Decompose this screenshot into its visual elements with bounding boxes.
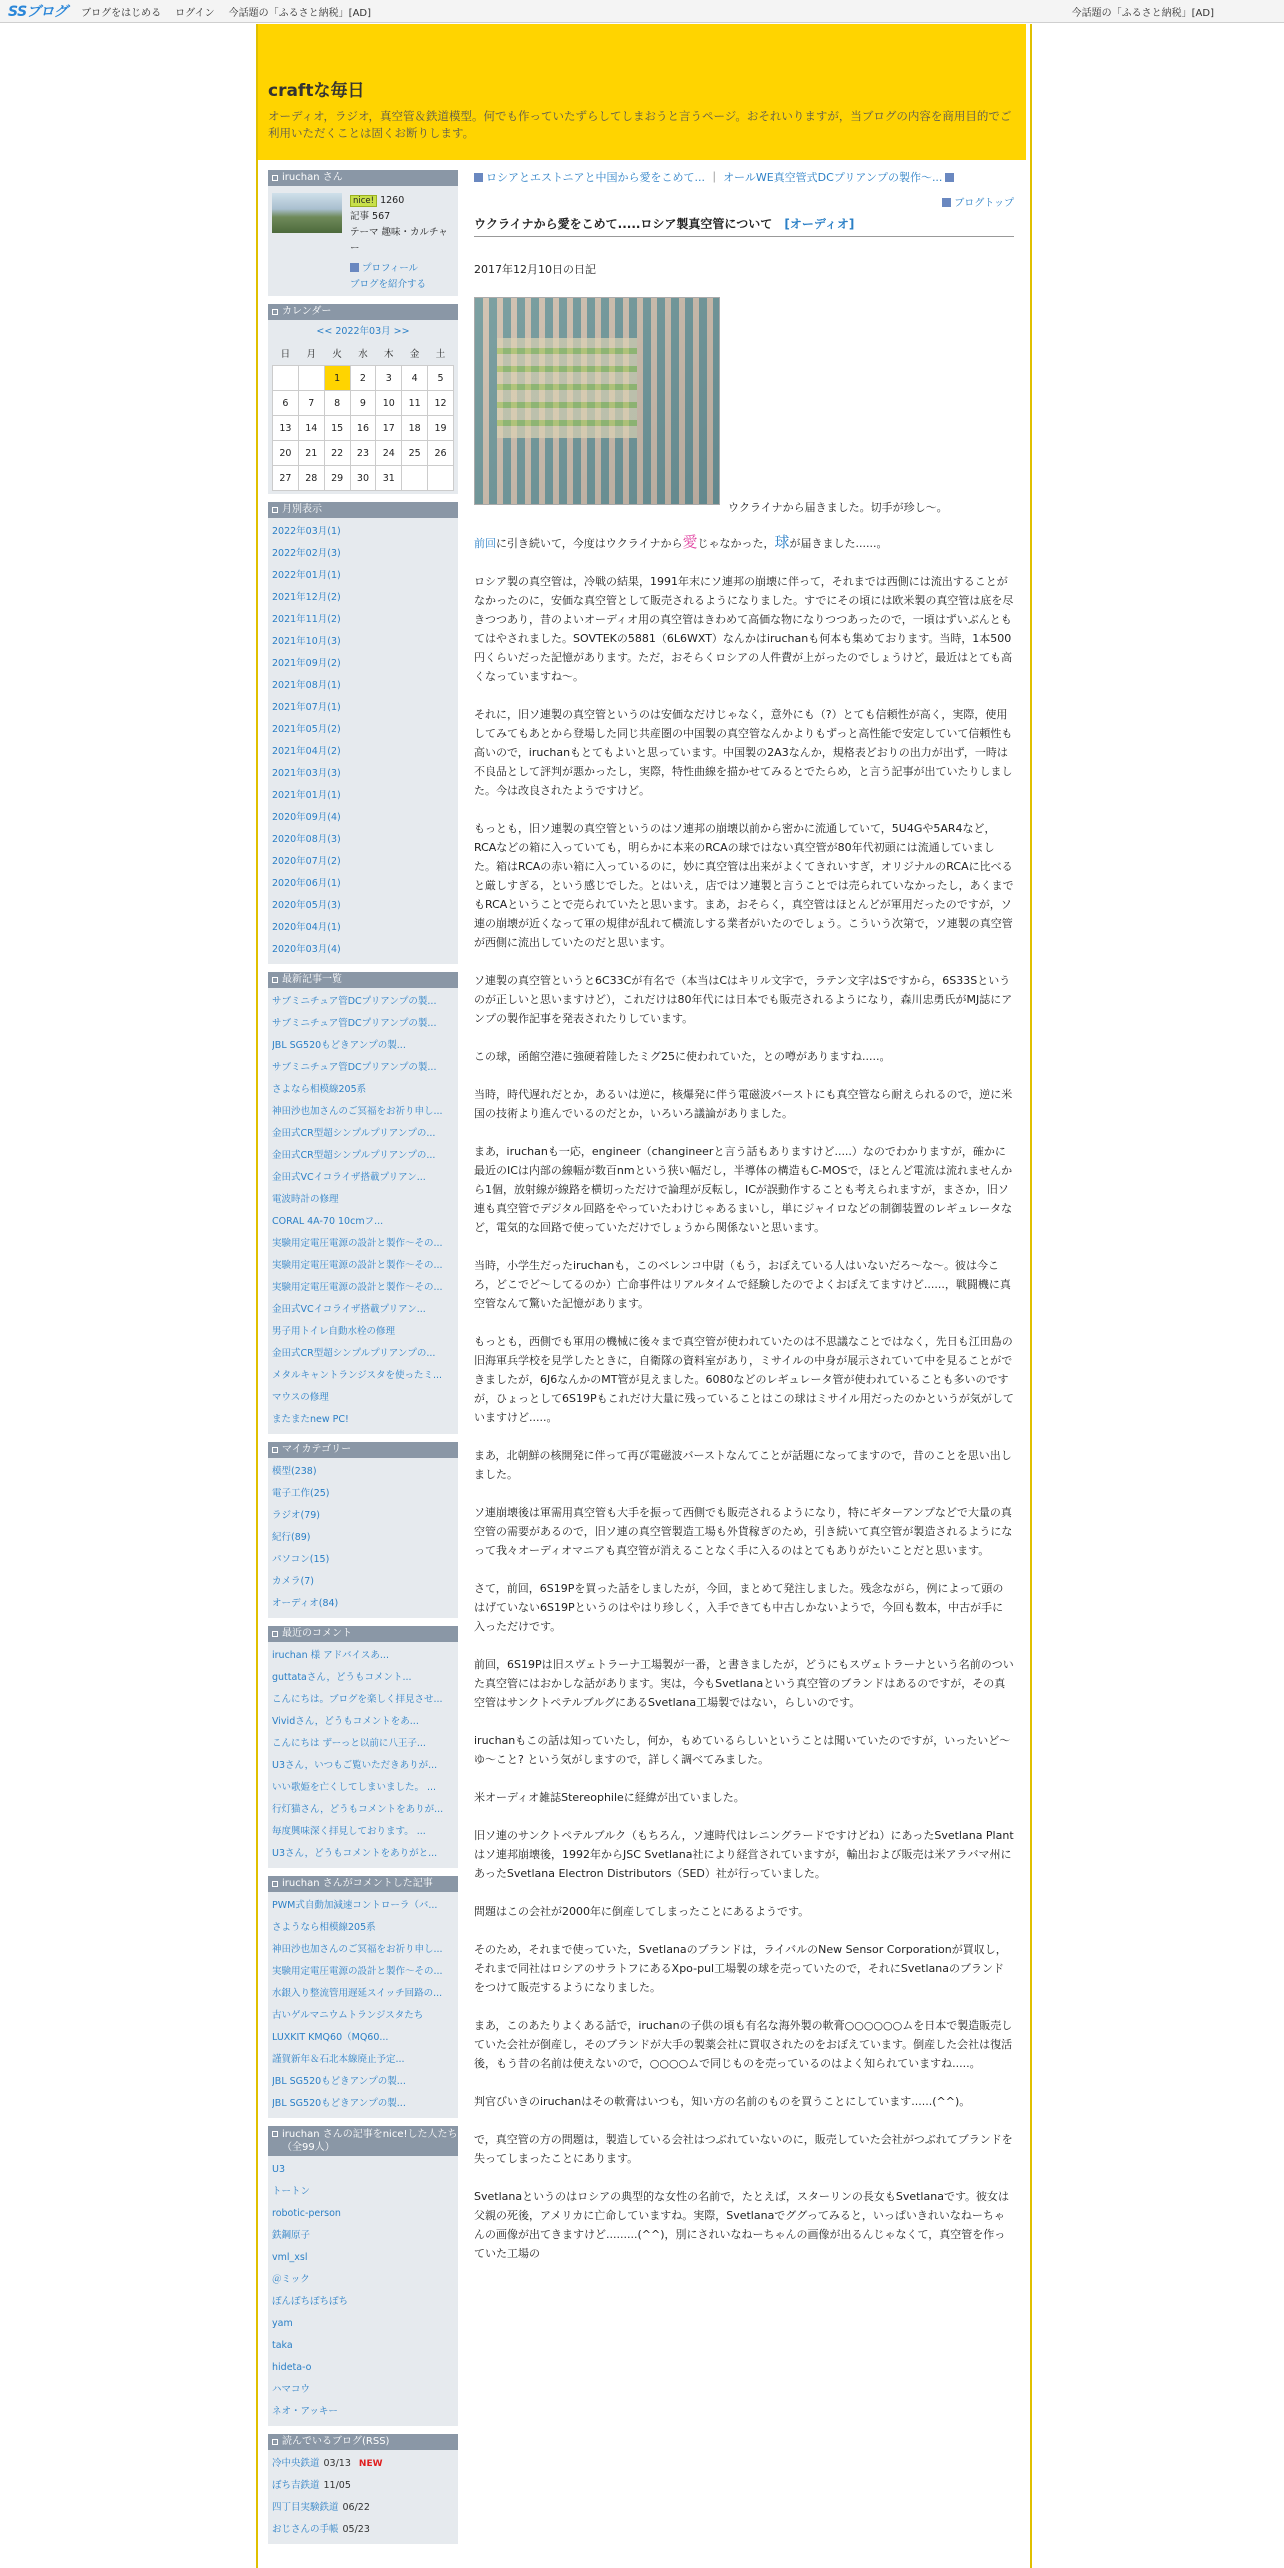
list-item xyxy=(272,609,454,631)
post-date: 2017年12月10日の日記 xyxy=(474,263,596,276)
list-item xyxy=(272,1343,454,1365)
recent-post-link[interactable]: 金田式CR型超シンプルプリアンプの... xyxy=(272,1348,436,1359)
nicer-link[interactable]: robotic-person xyxy=(272,2208,341,2219)
month-link[interactable]: 2020年05月(3) xyxy=(272,900,341,911)
paragraph: iruchanもこの話は知っていたし，何か，もめているらしいということは聞いていたのですが，いったいど～ゆ～こと? という気がしますので，詳しく調べてみました。 xyxy=(474,1734,1011,1766)
list-item xyxy=(272,873,454,895)
paragraph: まあ，iruchanも一応，engineer（changineerと言う話もありますけど.....）なのでわかりますが，確かに最近のICは内部の線幅が数百nmという狭い幅だし，半導体の構造もC-MOSで，ほとんど電流は流れませんから1個，放射線が線路を横切っただけで論理が反転し，ICが誤動作することも考えられますが，まさか，旧ソ連も真空管でデジタル回路をやっていたわけじゃあるまいし，単にジャイロなどの制御装置のレギュレータなど，電気的な回路で使っていただけでしょうから関係ないと思います。 xyxy=(474,1145,1013,1234)
article-count: 記事 567 xyxy=(350,211,391,222)
recent-post-link[interactable]: サブミニチュア管DCプリアンプの製... xyxy=(272,1018,437,1029)
list-item xyxy=(272,1733,454,1755)
list-item xyxy=(272,697,454,719)
comment-link[interactable]: guttataさん，どうもコメント... xyxy=(272,1672,412,1683)
commented-post-link[interactable]: 実験用定電圧電源の設計と製作～その... xyxy=(272,1966,443,1977)
list-item xyxy=(272,1123,454,1145)
furusato-ad-link-right[interactable]: 今話題の「ふるさと納税」[AD] xyxy=(1071,7,1214,19)
list-item xyxy=(272,2313,454,2335)
month-link[interactable]: 2021年08月(1) xyxy=(272,680,341,691)
list-item xyxy=(272,2225,454,2247)
month-link[interactable]: 2020年06月(1) xyxy=(272,878,341,889)
weekday-1: 月 xyxy=(306,349,317,360)
list-item xyxy=(272,1057,454,1079)
list-item xyxy=(272,2497,454,2519)
list-item xyxy=(272,1799,454,1821)
list-item xyxy=(272,1079,454,1101)
recent-post-link[interactable]: サブミニチュア管DCプリアンプの製... xyxy=(272,996,437,1007)
list-item xyxy=(272,1409,454,1431)
calendar-day[interactable]: 18 xyxy=(402,416,428,441)
next-post-link[interactable]: オールWE真空管式DCプリアンプの製作～... xyxy=(723,171,943,184)
nicers-list xyxy=(272,2159,454,2423)
calendar xyxy=(268,320,458,494)
category-list xyxy=(272,1461,454,1615)
recent-post-link[interactable]: マウスの修理 xyxy=(272,1392,329,1403)
recent-post-link[interactable]: さよなら相模線205系 xyxy=(272,1084,367,1095)
calendar-day[interactable]: 23 xyxy=(350,441,376,466)
date: 05/23 xyxy=(342,2524,370,2535)
month-link[interactable]: 2021年11月(2) xyxy=(272,614,341,625)
paragraph: 問題はこの会社が2000年に倒産してしまったことにあるようです。 xyxy=(474,1905,810,1918)
month-link[interactable]: 2022年03月(1) xyxy=(272,526,341,537)
nicer-link[interactable]: ＠ミック xyxy=(272,2274,310,2285)
sidebar xyxy=(268,170,458,2544)
date: 06/22 xyxy=(342,2502,370,2513)
calendar-day[interactable]: 30 xyxy=(350,466,376,491)
recent-post-link[interactable]: JBL SG520もどきアンプの製... xyxy=(272,1040,406,1051)
main-content xyxy=(474,170,1014,2282)
list-item xyxy=(272,1821,454,1843)
comment-link[interactable]: Vividさん，どうもコメントをあ... xyxy=(272,1716,419,1727)
comments-head: 最近のコメント xyxy=(268,1626,458,1642)
list-item xyxy=(272,2401,454,2423)
rss-blog-link[interactable]: 冷中央鉄道 xyxy=(272,2458,320,2469)
recent-post-link[interactable]: 男子用トイレ自動水栓の修理 xyxy=(272,1326,396,1337)
calendar-day xyxy=(273,366,299,391)
reading-list xyxy=(272,2453,454,2541)
date: 11/05 xyxy=(323,2480,351,2491)
list-item xyxy=(272,991,454,1013)
month-link[interactable]: 2021年05月(2) xyxy=(272,724,341,735)
list-item xyxy=(272,1365,454,1387)
list-item xyxy=(272,807,454,829)
list-item xyxy=(272,1571,454,1593)
list-item xyxy=(272,653,454,675)
paragraph: 当時，小学生だったiruchanも，このベレンコ中尉（もう，おぼえている人はいないだろ～な～。彼は今ころ，どこでど～してるのか）亡命事件はリアルタイムで経験したのでよくおぼえてますけど......，戦闘機に真空管なんて驚いた記憶があります。 xyxy=(474,1259,1011,1310)
list-item xyxy=(272,2453,454,2475)
reading-head: 読んでいるブログ(RSS) xyxy=(268,2434,458,2450)
recent-post-link[interactable]: 金田式CR型超シンプルプリアンプの... xyxy=(272,1128,436,1139)
post-nav xyxy=(474,170,1014,186)
list-item xyxy=(272,1387,454,1409)
list-item xyxy=(272,1843,454,1865)
calendar-day[interactable]: 29 xyxy=(324,466,350,491)
comment-link[interactable]: iruchan 様 アドバイスあ... xyxy=(272,1650,389,1661)
calendar-day xyxy=(298,366,324,391)
month-link[interactable]: 2021年04月(2) xyxy=(272,746,341,757)
monthly-list xyxy=(272,521,454,961)
nice-count: 1260 xyxy=(380,195,405,206)
calendar-day[interactable]: 1 xyxy=(324,366,350,391)
nav-separator: ｜ xyxy=(708,171,720,184)
weekday-3: 水 xyxy=(358,349,368,360)
commented-post-link[interactable]: 謹賀新年＆石北本線廃止予定... xyxy=(272,2054,405,2065)
month-link[interactable]: 2021年12月(2) xyxy=(272,592,341,603)
list-item xyxy=(272,1645,454,1667)
calendar-day[interactable]: 9 xyxy=(350,391,376,416)
category-head: マイカテゴリー xyxy=(268,1442,458,1458)
paragraph: それに，旧ソ連製の真空管というのは安価なだけじゃなく，意外にも（?）とても信頼性が高く，実際，使用してみてもあとから登場した同じ共産圏の中国製の真空管なんかよりもずっと高性能で安定していて信頼性も高いので，iruchanもとてもよいと思っています。中国製の2A3なんか，規格表どおりの出力が出ず，一時は不良品として評判が悪かったし，実際，特性曲線を描かせてみるとでたらめ，と言う記事が出ていたりしました。今は改良されたようですけど。 xyxy=(474,708,1013,797)
calendar-day[interactable]: 13 xyxy=(273,416,299,441)
comment-link[interactable]: 行灯猫さん，どうもコメントをありが... xyxy=(272,1804,444,1815)
paragraph: 当時，時代遅れだとか，あるいは逆に，核爆発に伴う電磁波バーストにも真空管なら耐えられるので，逆に米国の技術より進んでいるのだとか，いろいろ議論がありました。 xyxy=(474,1088,1013,1120)
theme: テーマ 趣味・カルチャー xyxy=(350,227,448,254)
commented-post-link[interactable]: LUXKIT KMQ60（MQ60... xyxy=(272,2032,389,2043)
calendar-day[interactable]: 26 xyxy=(428,441,454,466)
weekday-6: 土 xyxy=(435,349,446,360)
month-link[interactable]: 2020年08月(3) xyxy=(272,834,341,845)
comment-link[interactable]: こんにちは ずーっと以前に八王子... xyxy=(272,1738,426,1749)
list-item xyxy=(272,543,454,565)
calendar-day[interactable]: 31 xyxy=(376,466,402,491)
list-item xyxy=(272,895,454,917)
recent-post-link[interactable]: 金田式CR型超シンプルプリアンプの... xyxy=(272,1150,436,1161)
recent-post-link[interactable]: 電波時計の修理 xyxy=(272,1194,339,1205)
post-title-text[interactable]: ウクライナから愛をこめて.....ロシア製真空管について xyxy=(474,217,773,231)
intro-paragraph: 前回に引き続いて，今度はウクライナから愛じゃなかった，球が届きました......。 xyxy=(474,533,888,551)
recent-list xyxy=(272,991,454,1431)
list-item xyxy=(272,2475,454,2497)
commented-list xyxy=(272,1895,454,2115)
list-item xyxy=(272,1167,454,1189)
category-link[interactable]: パソコン(15) xyxy=(272,1554,330,1565)
list-item xyxy=(272,1299,454,1321)
month-link[interactable]: 2022年01月(1) xyxy=(272,570,341,581)
recent-post-link[interactable]: 実験用定電圧電源の設計と製作～その... xyxy=(272,1238,443,1249)
calendar-day[interactable]: 11 xyxy=(402,391,428,416)
list-item xyxy=(272,1527,454,1549)
weekday-0: 日 xyxy=(280,349,291,360)
commented-post-link[interactable]: JBL SG520もどきアンプの製... xyxy=(272,2098,406,2109)
nicer-link[interactable]: トートン xyxy=(272,2186,311,2197)
comment-link[interactable]: U3さん，いつもご覧いただきありが... xyxy=(272,1760,438,1771)
paragraph: さて，前回，6S19Pを買った話をしましたが，今回，まとめて発注しました。残念ながら，例によって頭のはげていない6S19Pというのはやはり珍しく，入手できても中古しかないようで，今回も数本，中古が手に入っただけです。 xyxy=(474,1582,1004,1633)
list-item xyxy=(272,719,454,741)
list-item xyxy=(272,851,454,873)
recent-post-link[interactable]: メタルキャントランジスタを使ったミ... xyxy=(272,1370,443,1381)
paragraph: で，真空管の方の問題は，製造している会社はつぶれていないのに，販売していた会社がつぶれてブランドを失ってしまったことにあります。 xyxy=(474,2133,1013,2165)
calendar-day[interactable]: 8 xyxy=(324,391,350,416)
start-blog-link[interactable]: ブログをはじめる xyxy=(81,7,162,19)
nicer-link[interactable]: yam xyxy=(272,2318,293,2329)
paragraph: まあ，北朝鮮の核開発に伴って再び電磁波バーストなんてことが話題になってますので，昔のことを思い出しました。 xyxy=(474,1449,1012,1481)
paragraph: もっとも，西側でも軍用の機械に後々まで真空管が使われていたのは不思議なことではなく，先日も江田島の旧海軍兵学校を見学したときに，自衛隊の資料室があり，ミサイルの中身が展示されていて中を見ることができましたが，6J6なんかのMT管が見えました。6080などのレギュレータ管が使われていることも多いのですが，ひょっとして6S19Pもこれだけ大量に残っていることはこの球はミサイル用だったのかというが気がしていますけど.....。 xyxy=(474,1335,1014,1424)
list-item xyxy=(272,1593,454,1615)
calendar-day[interactable]: 16 xyxy=(350,416,376,441)
rss-blog-link[interactable]: ぼち吉鉄道 xyxy=(272,2480,320,2491)
comment-link[interactable]: U3さん，どうもコメントをありがと... xyxy=(272,1848,438,1859)
photo-caption: ウクライナから届きました。切手が珍し～。 xyxy=(728,501,948,514)
rss-blog-link[interactable]: 四丁目実験鉄道 xyxy=(272,2502,339,2513)
calendar-day[interactable]: 22 xyxy=(324,441,350,466)
list-item xyxy=(272,2335,454,2357)
recent-post-link[interactable]: CORAL 4A-70 10cmフ... xyxy=(272,1216,384,1227)
list-item xyxy=(272,2379,454,2401)
calendar-day[interactable]: 27 xyxy=(273,466,299,491)
list-item xyxy=(272,2093,454,2115)
month-link[interactable]: 2020年09月(4) xyxy=(272,812,341,823)
calendar-day xyxy=(402,466,428,491)
prev-ref-link[interactable]: 前回 xyxy=(474,537,496,550)
recent-post-link[interactable]: 実験用定電圧電源の設計と製作～その... xyxy=(272,1282,443,1293)
paragraph: まあ，このあたりよくある話で，iruchanの子供の頃も有名な海外製の軟膏○○○○○○ムを日本で製造販売していた会社が倒産し，そのブランドが大手の製薬会社に買収されたのをおぼえています。倒産した会社は復活後，もう昔の名前は使えないので，○○○○ムで同じものを売っているのはよく知られていますね.....。 xyxy=(474,2019,1013,2070)
post-body xyxy=(474,533,1014,2263)
month-link[interactable]: 2021年09月(2) xyxy=(272,658,341,669)
calendar-day[interactable]: 12 xyxy=(428,391,454,416)
calendar-day xyxy=(428,466,454,491)
list-item xyxy=(272,939,454,961)
blog-header xyxy=(258,24,1026,160)
paragraph: そのため，それまで使っていた，Svetlanaのブランドは，ライバルのNew Sensor Corporationが買収し，それまで同社はロシアのサラトフにあるXpo-pul工場製の球を売っていたので，それにSvetlanaのブランドをつけて販売するようになりました。 xyxy=(474,1943,1007,1994)
paragraph: ソ連崩壊後は軍需用真空管も大手を振って西側でも販売されるようになり，特にギターアンプなどで大量の真空管の需要があるので，旧ソ連の真空管製造工場も外貨稼ぎのため，引き続いて真空管が製造されるようになって我々オーディオマニアも真空管が消えることなく手に入るのはとてもありがたいことだと思います。 xyxy=(474,1506,1013,1557)
paragraph: Svetlanaというのはロシアの典型的な女性の名前で，たとえば，スターリンの長女もSvetlanaです。彼女は父親の死後，アメリカに亡命していますね。実際，Svetlanaでググってみると，いっぱいきれいなねーちゃんの画像が出てきますけど.........(^^)，別にされいなねーちゃんの画像が出るんじゃなくて，真空管を作っていた工場の xyxy=(474,2190,1010,2260)
list-item xyxy=(272,1667,454,1689)
recent-post-link[interactable]: 金田式VCイコライザ搭載プリアン... xyxy=(272,1172,426,1183)
login-link[interactable]: ログイン xyxy=(175,7,215,19)
list-item xyxy=(272,565,454,587)
list-item xyxy=(272,741,454,763)
post-title xyxy=(474,215,1014,237)
commented-post-link[interactable]: JBL SG520もどきアンプの製... xyxy=(272,2076,406,2087)
list-item xyxy=(272,675,454,697)
profile-name[interactable]: iruchan さん xyxy=(282,172,343,183)
calendar-day[interactable]: 7 xyxy=(298,391,324,416)
calendar-head: カレンダー xyxy=(268,304,458,320)
blog-title[interactable]: craftな毎日 xyxy=(268,81,365,101)
introduce-blog-link[interactable]: ブログを紹介する xyxy=(350,279,427,290)
nicer-link[interactable]: ぽんぽちぽちぽち xyxy=(272,2296,349,2307)
list-item xyxy=(272,1145,454,1167)
month-link[interactable]: 2021年03月(3) xyxy=(272,768,341,779)
commented-head: iruchan さんがコメントした記事 xyxy=(268,1876,458,1892)
list-item xyxy=(272,1255,454,1277)
list-item xyxy=(272,1939,454,1961)
list-item xyxy=(272,1277,454,1299)
list-item xyxy=(272,1549,454,1571)
nicer-link[interactable]: ハマコウ xyxy=(272,2384,311,2395)
post-category[interactable]: [オーディオ] xyxy=(784,217,855,231)
list-item xyxy=(272,1755,454,1777)
love-text: 愛 xyxy=(682,533,698,551)
category-link[interactable]: 模型(238) xyxy=(272,1466,317,1477)
calendar-day[interactable]: 19 xyxy=(428,416,454,441)
weekday-4: 木 xyxy=(384,349,394,360)
list-item xyxy=(272,2005,454,2027)
nicer-link[interactable]: U3 xyxy=(272,2164,285,2175)
list-item xyxy=(272,1461,454,1483)
calendar-day[interactable]: 25 xyxy=(402,441,428,466)
list-item xyxy=(272,1895,454,1917)
recent-post-link[interactable]: 神田沙也加さんのご冥福をお祈り申し... xyxy=(272,1106,443,1117)
paragraph: もっとも，旧ソ連製の真空管というのはソ連邦の崩壊以前から密かに流通していて，5U4Gや5AR4など，RCAなどの箱に入っていても，明らかに本来のRCAの球ではない真空管が80年代初頭には流通していました。箱はRCAの赤い箱に入っているのに，妙に真空管は出来がよくてきれいすぎ，オリジナルのRCAに比べると厳しすぎる，という感じでした。とはいえ，店ではソ連製と言うことでは売られていなかったし，あくまでもRCAということで売られていたと思います。まあ，おそらく，真空管はほとんどが軍用だったのですが，ソ連の崩壊が近くなって軍の規律が乱れて横流しする業者がいたのでしょう。こういう次第で，ソ連製の真空管が西側に流出していたのだと思います。 xyxy=(474,822,1014,949)
recent-post-link[interactable]: 金田式VCイコライザ搭載プリアン... xyxy=(272,1304,426,1315)
list-item xyxy=(272,1689,454,1711)
list-item xyxy=(272,2181,454,2203)
monthly-head: 月別表示 xyxy=(268,502,458,518)
calendar-nav[interactable]: << 2022年03月 >> xyxy=(316,326,410,337)
comment-link[interactable]: 毎度興味深く拝見しております。 ... xyxy=(272,1826,426,1837)
prev-post-link[interactable]: ロシアとエストニアと中国から愛をこめて... xyxy=(486,171,706,184)
list-item xyxy=(272,1101,454,1123)
commented-post-link[interactable]: 水銀入り整流管用遅延スイッチ回路の... xyxy=(272,1988,443,1999)
comment-link[interactable]: こんにちは。ブログを楽しく拝見させ... xyxy=(272,1694,443,1705)
paragraph: ソ連製の真空管というと6C33Cが有名で（本当はCはキリル文字で，ラテン文字はSですから，6S33Sというのが正しいと思いますけど），これだけは80年代には日本でも販売されるようになり，森川忠勇氏がMJ誌にアンプの製作記事を発表されたりしています。 xyxy=(474,974,1013,1025)
list-item xyxy=(272,1983,454,2005)
list-item xyxy=(272,2247,454,2269)
list-item xyxy=(272,2027,454,2049)
list-item xyxy=(272,1035,454,1057)
comment-link[interactable]: いい歌姫を亡くしてしまいました。 ... xyxy=(272,1782,437,1793)
paragraph: この球，函館空港に強硬着陸したミグ25に使われていた，との噂がありますね.....。 xyxy=(474,1050,891,1063)
month-link[interactable]: 2021年07月(1) xyxy=(272,702,341,713)
month-link[interactable]: 2020年04月(1) xyxy=(272,922,341,933)
list-item xyxy=(272,521,454,543)
calendar-day[interactable]: 4 xyxy=(402,366,428,391)
calendar-day[interactable]: 20 xyxy=(273,441,299,466)
home-icon xyxy=(942,198,951,207)
list-item xyxy=(272,1013,454,1035)
list-item xyxy=(272,587,454,609)
nicer-link[interactable]: hideta-o xyxy=(272,2362,312,2373)
calendar-day[interactable]: 5 xyxy=(428,366,454,391)
list-item xyxy=(272,1961,454,1983)
category-link[interactable]: 電子工作(25) xyxy=(272,1488,330,1499)
ss-blog-logo[interactable]: SSブログ xyxy=(8,4,68,20)
calendar-day[interactable]: 3 xyxy=(376,366,402,391)
list-item xyxy=(272,829,454,851)
paragraph: 旧ソ連のサンクトペテルブルク（もちろん，ソ連時代はレニングラードですけどね）にあったSvetlana Plantはソ連邦崩壊後，1992年からJSC Svetlana社により経営されていますが，輸出および販売は米アラバマ州にあったSvetlana Electron Distributors（SED）社が行っていました。 xyxy=(474,1829,1014,1880)
calendar-day[interactable]: 10 xyxy=(376,391,402,416)
list-item xyxy=(272,1777,454,1799)
package-photo[interactable] xyxy=(474,297,720,505)
month-link[interactable]: 2020年03月(4) xyxy=(272,944,341,955)
nicer-link[interactable]: ネオ・アッキー xyxy=(272,2406,338,2417)
recent-post-link[interactable]: 実験用定電圧電源の設計と製作～その... xyxy=(272,1260,443,1271)
recent-post-link[interactable]: またまたnew PC! xyxy=(272,1414,349,1425)
nicers-head: iruchan さんの記事をnice!した人たち（全99人） xyxy=(268,2126,458,2156)
calendar-day[interactable]: 6 xyxy=(273,391,299,416)
prev-icon xyxy=(474,173,483,182)
category-link[interactable]: ラジオ(79) xyxy=(272,1510,321,1521)
nice-badge: nice! xyxy=(350,195,377,207)
calendar-grid xyxy=(272,341,454,491)
profile-head xyxy=(268,170,458,186)
calendar-day[interactable]: 28 xyxy=(298,466,324,491)
profile-box xyxy=(268,186,458,296)
commented-post-link[interactable]: さようなら相模線205系 xyxy=(272,1922,376,1933)
nicer-link[interactable]: 鉄鋼原子 xyxy=(272,2230,311,2241)
recent-post-link[interactable]: サブミニチュア管DCプリアンプの製... xyxy=(272,1062,437,1073)
commented-post-link[interactable]: 古いゲルマニウムトランジスタたち xyxy=(272,2010,424,2021)
calendar-day[interactable]: 21 xyxy=(298,441,324,466)
category-link[interactable]: オーディオ(84) xyxy=(272,1598,339,1609)
date: 03/13 xyxy=(323,2458,351,2469)
month-link[interactable]: 2022年02月(3) xyxy=(272,548,341,559)
list-item xyxy=(272,2269,454,2291)
calendar-day[interactable]: 15 xyxy=(324,416,350,441)
list-item xyxy=(272,2049,454,2071)
list-item xyxy=(272,1917,454,1939)
nicer-link[interactable]: vml_xsl xyxy=(272,2252,308,2263)
comments-list xyxy=(272,1645,454,1865)
calendar-day[interactable]: 14 xyxy=(298,416,324,441)
top-bar xyxy=(0,0,1284,23)
commented-post-link[interactable]: PWM式自動加減速コントローラ（バ... xyxy=(272,1900,438,1911)
list-item xyxy=(272,2159,454,2181)
paragraph: ロシア製の真空管は，冷戦の結果，1991年末にソ連邦の崩壊に伴って，それまでは西側には流出することがなかったのに，安価な真空管として販売されるようになりました。すでにその頃には欧米製の真空管は底を尽きつつあり，昔のよいオーディオ用の真空管はきわめて高価な物になりつつあったので，一頃はずいぶんともてはやされました。SOVTEKの5881（6L6WXT）なんかはiruchanも何本も集めております。当時，1本500円くらいだった記憶があります。ただ，おそらくロシアの人件費が上がったのでしょうけど，最近はとても高くなっていますね～。 xyxy=(474,575,1014,683)
list-item xyxy=(272,1505,454,1527)
blog-description: オーディオ，ラジオ，真空管＆鉄道模型。何でも作っていたずらしてしまおうと言うページ。おそれいりますが，当ブログの内容を商用目的でご利用いただくことは固くお断りします。 xyxy=(268,109,1012,140)
furusato-ad-link[interactable]: 今話題の「ふるさと納税」[AD] xyxy=(228,7,372,19)
blog-top-link[interactable]: ブログトップ xyxy=(954,198,1014,209)
list-item xyxy=(272,2071,454,2093)
calendar-day[interactable]: 17 xyxy=(376,416,402,441)
list-item xyxy=(272,785,454,807)
month-link[interactable]: 2021年01月(1) xyxy=(272,790,341,801)
rss-blog-link[interactable]: おじさんの手帳 xyxy=(272,2524,339,2535)
list-item xyxy=(272,1711,454,1733)
list-item xyxy=(272,917,454,939)
calendar-day[interactable]: 24 xyxy=(376,441,402,466)
paragraph: 判官びいきのiruchanはその軟膏はいつも，知い方の名前のものを買うことにしています......(^^)。 xyxy=(474,2095,971,2108)
new-badge: NEW xyxy=(358,2459,383,2469)
list-item xyxy=(272,763,454,785)
weekday-2: 火 xyxy=(332,349,342,360)
commented-post-link[interactable]: 神田沙也加さんのご冥福をお祈り申し... xyxy=(272,1944,443,1955)
paragraph: 米オーディオ雑誌Stereophileに経緯が出ていました。 xyxy=(474,1791,745,1804)
list-item xyxy=(272,1211,454,1233)
calendar-day[interactable]: 2 xyxy=(350,366,376,391)
month-link[interactable]: 2020年07月(2) xyxy=(272,856,341,867)
profile-link[interactable]: プロフィール xyxy=(362,263,419,274)
paragraph: 前回，6S19Pは旧スヴェトラーナ工場製が一番，と書きましたが，どうにもスヴェトラーナという名前のついた真空管にはおかしな話があります。実は，今もSvetlanaという真空管のブランドはあるのですが，その真空管はサンクトペテルブルグにあるSvetlana工場製ではない，らしいのです。 xyxy=(474,1658,1014,1709)
profile-icon xyxy=(350,263,359,272)
category-link[interactable]: カメラ(7) xyxy=(272,1576,314,1587)
ball-text: 球 xyxy=(774,533,790,551)
category-link[interactable]: 紀行(89) xyxy=(272,1532,311,1543)
list-item xyxy=(272,2519,454,2541)
next-icon xyxy=(945,173,954,182)
blog-top xyxy=(474,194,1014,209)
list-item xyxy=(272,1189,454,1211)
list-item xyxy=(272,1483,454,1505)
list-item xyxy=(272,631,454,653)
avatar[interactable] xyxy=(272,193,342,233)
list-item xyxy=(272,2357,454,2379)
recent-head: 最新記事一覧 xyxy=(268,972,458,988)
list-item xyxy=(272,2203,454,2225)
list-item xyxy=(272,1233,454,1255)
list-item xyxy=(272,2291,454,2313)
list-item xyxy=(272,1321,454,1343)
nicer-link[interactable]: taka xyxy=(272,2340,293,2351)
weekday-5: 金 xyxy=(409,349,420,360)
month-link[interactable]: 2021年10月(3) xyxy=(272,636,341,647)
